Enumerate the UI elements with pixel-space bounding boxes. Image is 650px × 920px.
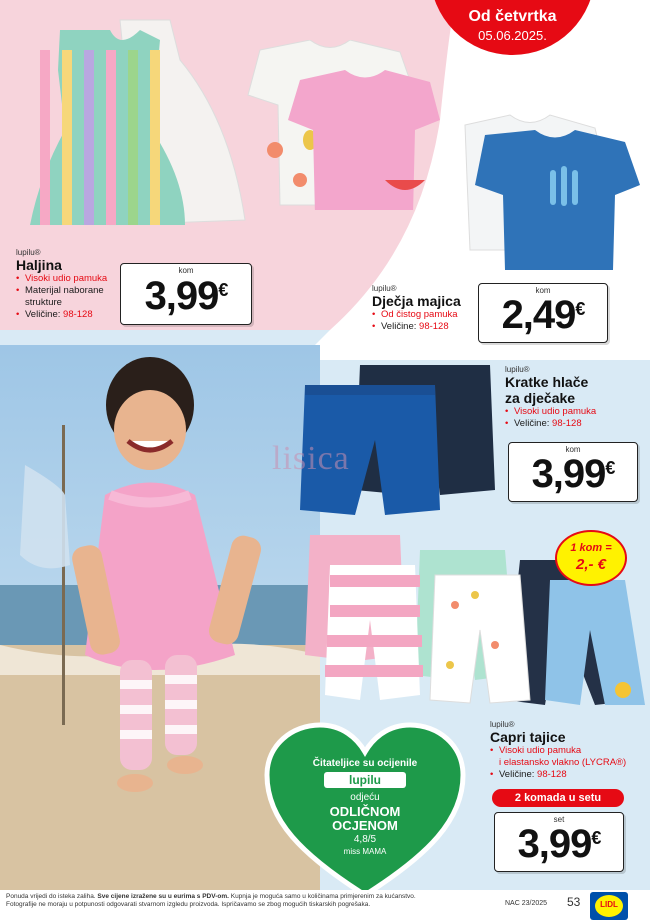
sizes-item (490, 769, 645, 781)
footer-text-bold: Sve cijene izražene su u eurima s PDV-om. (97, 893, 229, 900)
date-banner-title: Od četvrtka (468, 8, 557, 25)
price-box-hlace (508, 442, 638, 502)
product-hlace (505, 365, 635, 430)
currency: € (605, 458, 615, 478)
brand-label: lupilu® (372, 284, 397, 293)
product-tajice (490, 720, 645, 781)
price-amount: 3,99 (144, 274, 219, 318)
sizes-label: Veličine: (514, 418, 550, 429)
heart-line3: ODLIČNOM (329, 804, 401, 819)
sizes-label: Veličine: (25, 309, 61, 320)
girls-tshirts-image (240, 40, 440, 210)
sizes-label: Veličine: (499, 769, 535, 780)
feature-list (16, 273, 126, 321)
lupilu-brand-logo: lupilu (324, 772, 406, 788)
price-box-haljina (120, 263, 252, 325)
date-banner-date: 05.06.2025. (478, 28, 547, 43)
feature-item: • Materijal naborane strukture (16, 285, 126, 309)
promo-badge-line2: 2,- € (575, 556, 606, 573)
feature-list (372, 309, 482, 333)
watermark: lisica (272, 440, 350, 477)
feature-list (490, 745, 645, 781)
sizes-label: Veličine: (381, 321, 417, 332)
feature-line: Visoki udio pamuka (499, 745, 582, 756)
feature-item: • Visoki udio pamuka (16, 273, 126, 285)
brand-label: lupilu® (505, 365, 530, 374)
sizes-value: 98-128 (63, 309, 93, 320)
sizes-value: 98-128 (537, 769, 567, 780)
unit-label: kom (535, 286, 551, 295)
rating-heart-badge (262, 720, 468, 900)
lidl-logo-text: LIDL (600, 900, 618, 909)
product-name: Dječja majica (372, 293, 461, 309)
price-amount: 3,99 (531, 452, 606, 496)
set-label-pill: 2 komada u setu (492, 789, 624, 807)
product-haljina (16, 248, 126, 321)
unit-label: kom (565, 445, 581, 454)
price-value (495, 822, 623, 867)
price-box-majica (478, 283, 608, 343)
currency: € (575, 299, 585, 319)
price-value (121, 274, 251, 319)
feature-item: • Visoki udio pamuka (505, 406, 635, 418)
footer (0, 890, 650, 919)
sizes-item (505, 418, 635, 430)
heart-rating: 4,8/5 (353, 834, 377, 845)
unit-label: set (553, 815, 565, 824)
sizes-item (372, 321, 482, 333)
catalog-code: NAC 23/2025 (505, 900, 548, 907)
price-amount: 2,49 (501, 293, 576, 337)
footer-disclaimer (6, 893, 436, 909)
price-value (479, 293, 607, 338)
dresses-image (20, 10, 250, 240)
heart-line2: odjeću (350, 792, 380, 803)
product-name: Capri tajice (490, 729, 566, 745)
feature-item: • Od čistog pamuka (372, 309, 482, 321)
price-value (509, 452, 637, 497)
footer-text: Kupnja je moguća samo u količinama primjerenim za kućanstvo. (228, 893, 416, 900)
price-amount: 3,99 (517, 822, 592, 866)
promo-badge (555, 530, 627, 586)
sizes-value: 98-128 (552, 418, 582, 429)
sizes-item (16, 309, 126, 321)
page-number: 53 (567, 895, 581, 909)
product-name-line2: za dječake (505, 390, 576, 406)
brand-label: lupilu® (490, 720, 515, 729)
product-majica (372, 284, 482, 333)
heart-line1: Čitateljice su ocijenile (312, 758, 418, 769)
feature-list (505, 406, 635, 430)
price-box-tajice (494, 812, 624, 872)
currency: € (218, 280, 228, 300)
heart-line4: OCJENOM (332, 818, 398, 833)
lidl-logo (590, 892, 628, 920)
currency: € (591, 828, 601, 848)
feature-item (490, 745, 645, 769)
promo-badge-line1: 1 kom = (570, 542, 612, 554)
footer-text: Ponuda vrijedi do isteka zaliha. (6, 893, 98, 900)
product-name: Haljina (16, 257, 62, 273)
feature-line: i elastansko vlakno (LYCRA®) (499, 757, 627, 768)
boys-tshirts-image (455, 110, 650, 280)
footer-text: Fotografije ne moraju u potpunosti odgovarati stvarnom izgledu proizvoda. Ispričavamo se zbog mogućih tiskarskih pogrešaka. (6, 901, 371, 908)
product-name-line1: Kratke hlače (505, 374, 589, 390)
heart-source-logo: miss MAMA (343, 847, 387, 856)
sizes-value: 98-128 (419, 321, 449, 332)
unit-label: kom (178, 266, 194, 275)
brand-label: lupilu® (16, 248, 41, 257)
